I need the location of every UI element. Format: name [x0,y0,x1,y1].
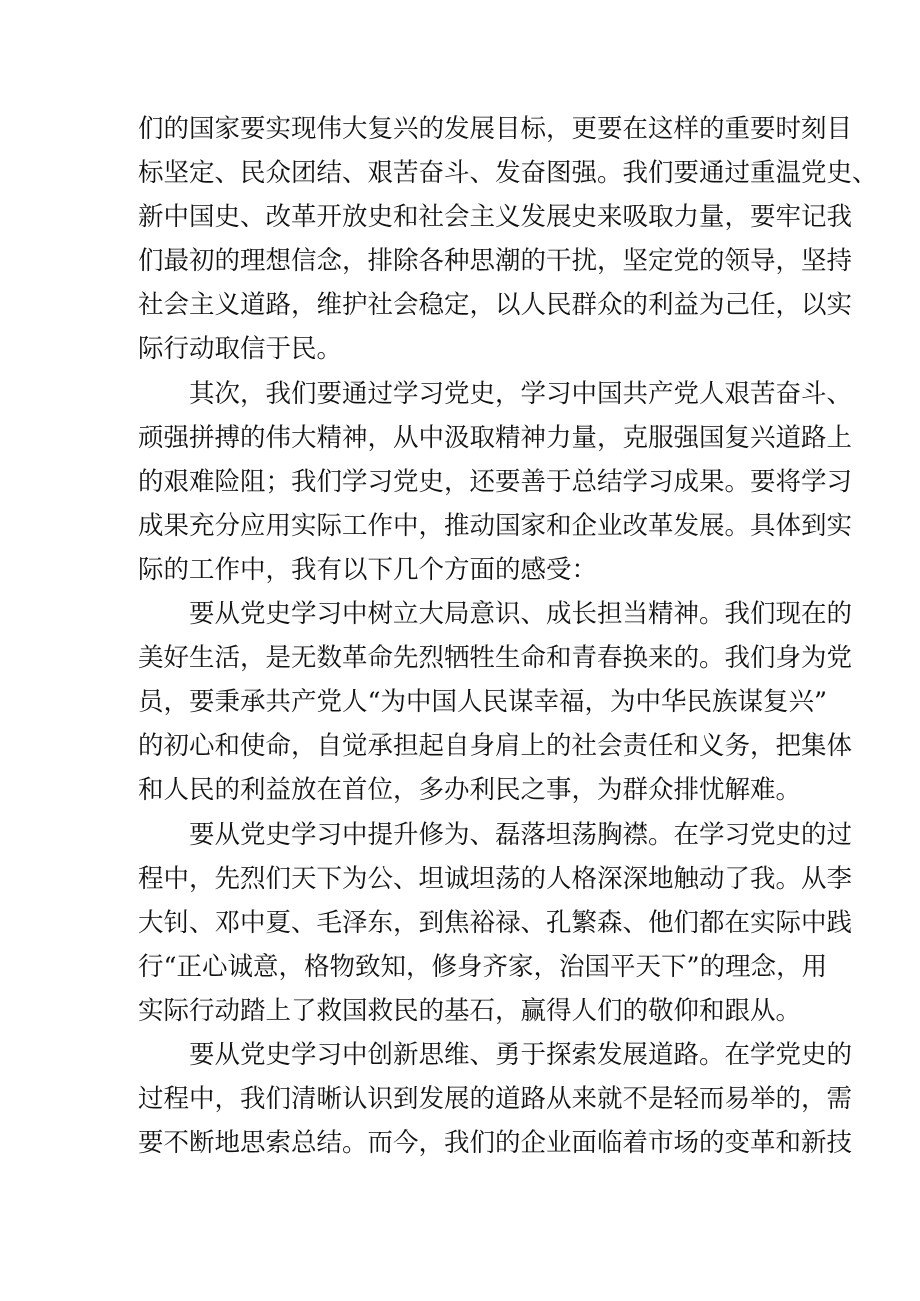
text-line: 行“正心诚意，格物致知，修身齐家，治国平天下”的理念，用 [138,951,828,982]
text-line: 其次，我们要通过学习党史，学习中国共产党人艰苦奋斗、 [138,378,853,409]
text-line: 们最初的理想信念，排除各种思潮的干扰，坚定党的领导，坚持 [138,246,853,277]
text-line: 程中，先烈们天下为公、坦诚坦荡的人格深深地触动了我。从李 [138,863,853,894]
text-line: 际的工作中，我有以下几个方面的感受： [138,554,598,585]
text-line: 实际行动踏上了救国救民的基石，赢得人们的敬仰和跟从。 [138,995,802,1026]
paragraph-3 [138,592,853,812]
text-line: 大钊、邓中夏、毛泽东，到焦裕禄、孔繁森、他们都在实际中践 [138,907,853,938]
document-body [138,107,878,1165]
paragraph-5 [138,1033,853,1165]
text-line: 标坚定、民众团结、艰苦奋斗、发奋图强。我们要通过重温党史、 [138,158,878,189]
paragraph-1 [138,107,878,372]
text-line: 际行动取信于民。 [138,334,343,365]
text-line: 要从党史学习中树立大局意识、成长担当精神。我们现在的 [138,599,853,630]
text-line: 的艰难险阻；我们学习党史，还要善于总结学习成果。要将学习 [138,466,853,497]
text-line: 社会主义道路，维护社会稳定，以人民群众的利益为己任，以实 [138,290,853,321]
text-line: 要从党史学习中创新思维、勇于探索发展道路。在学党史的 [138,1039,853,1070]
text-line: 要不断地思索总结。而今，我们的企业面临着市场的变革和新技 [138,1128,853,1159]
text-line: 成果充分应用实际工作中，推动国家和企业改革发展。具体到实 [138,510,853,541]
text-line: 要从党史学习中提升修为、磊落坦荡胸襟。在学习党史的过 [138,819,853,850]
paragraph-4 [138,813,853,1033]
text-line: 的初心和使命，自觉承担起自身肩上的社会责任和义务，把集体 [138,731,853,762]
paragraph-2 [138,372,853,592]
text-line: 美好生活，是无数革命先烈牺牲生命和青春换来的。我们身为党 [138,643,853,674]
text-line: 新中国史、改革开放史和社会主义发展史来吸取力量，要牢记我 [138,202,853,233]
text-line: 过程中，我们清晰认识到发展的道路从来就不是轻而易举的，需 [138,1084,853,1115]
text-line: 员，要秉承共产党人“为中国人民谋幸福，为中华民族谋复兴” [138,687,828,718]
text-line: 们的国家要实现伟大复兴的发展目标，更要在这样的重要时刻目 [138,114,853,144]
text-line: 顽强拼搏的伟大精神，从中汲取精神力量，克服强国复兴道路上 [138,422,853,453]
text-line: 和人民的利益放在首位，多办利民之事，为群众排忧解难。 [138,775,802,806]
